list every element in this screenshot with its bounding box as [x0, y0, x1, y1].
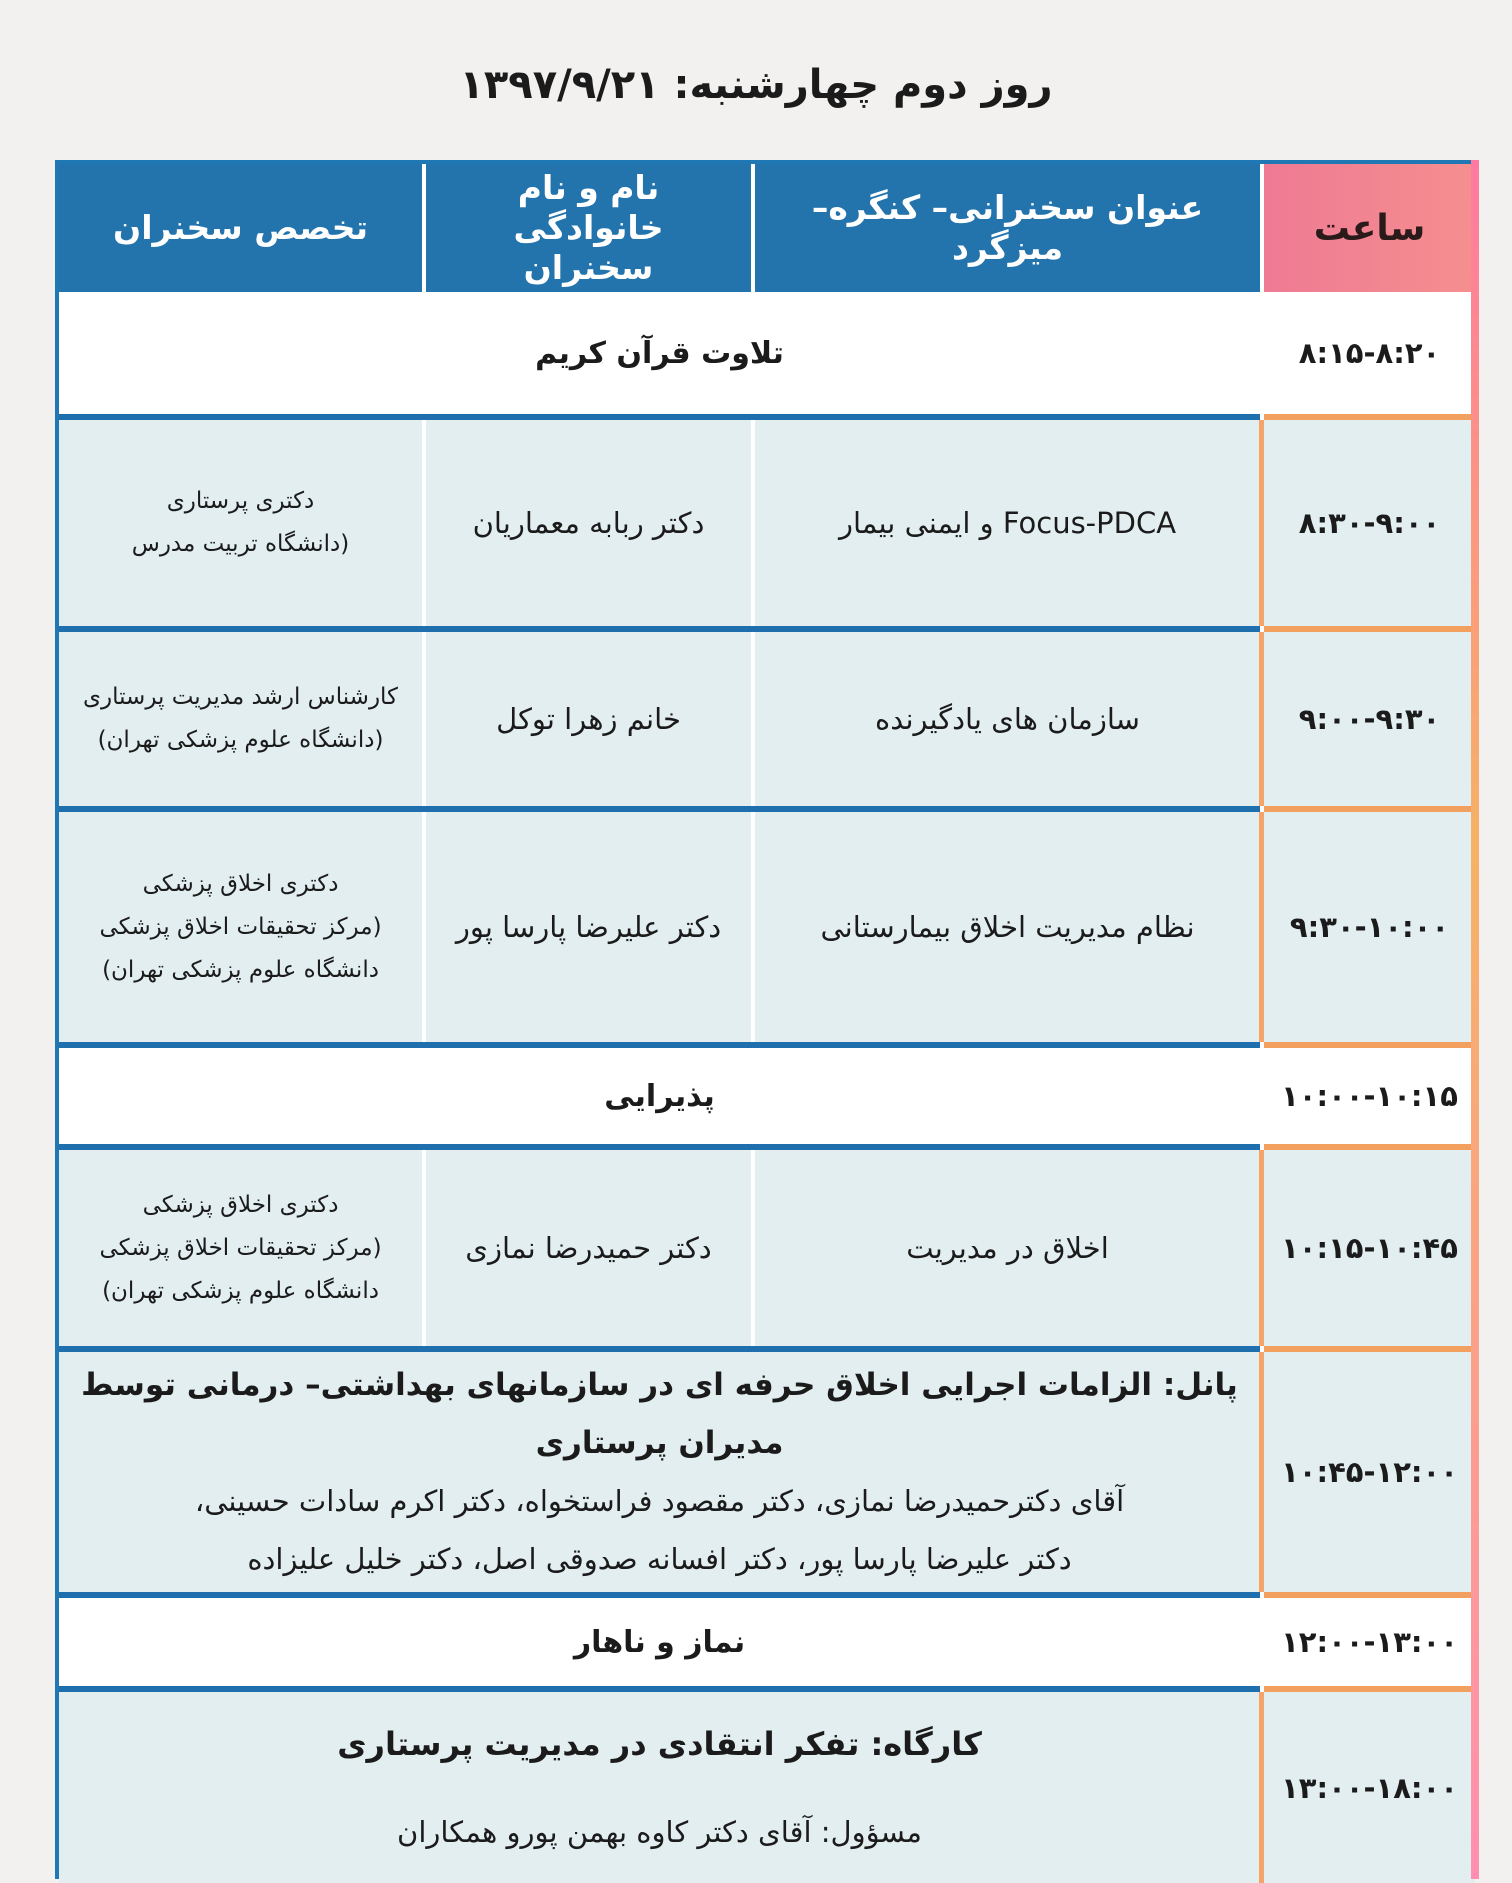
workshop-block [59, 1692, 1260, 1883]
row-lunch-time: ۱۲:۰۰-۱۳:۰۰ [1281, 1625, 1458, 1659]
row1-time: ۸:۳۰-۹:۰۰ [1264, 420, 1475, 626]
workshop-time: ۱۳:۰۰-۱۸:۰۰ [1264, 1692, 1475, 1883]
row1-specialty: دکتری پرستاری (دانشگاه تربیت مدرس [59, 420, 422, 626]
header-time: ساعت [1264, 164, 1475, 292]
row2-speaker: خانم زهرا توکل [426, 632, 751, 806]
row5-topic: اخلاق در مدیریت [755, 1150, 1260, 1346]
row-refreshment-label: پذیرایی [59, 1048, 1260, 1144]
header-specialty: تخصص سخنران [59, 164, 422, 292]
row1-topic: Focus-PDCA و ایمنی بیمار [755, 420, 1260, 626]
panel-members-line1: آقای دکترحمیدرضا نمازی، دکتر مقصود فراستخواه، دکتر اکرم سادات حسینی، [194, 1484, 1125, 1518]
row-quran-label: تلاوت قرآن کریم [59, 292, 1260, 414]
row-lunch-label: نماز و ناهار [59, 1598, 1260, 1686]
page-title: روز دوم چهارشنبه: ۱۳۹۷/۹/۲۱ [459, 62, 1053, 108]
row2-topic: سازمان های یادگیرنده [755, 632, 1260, 806]
workshop-lead: مسؤول: آقای دکتر کاوه بهمن پورو همکاران [397, 1814, 922, 1849]
row3-time: ۹:۳۰-۱۰:۰۰ [1264, 812, 1475, 1042]
row3-specialty: دکتری اخلاق پزشکی (مرکز تحقیقات اخلاق پزشکی دانشگاه علوم پزشکی تهران) [59, 812, 422, 1042]
row2-specialty: کارشناس ارشد مدیریت پرستاری (دانشگاه علوم پزشکی تهران) [59, 632, 422, 806]
panel-title: پانل: الزامات اجرایی اخلاق حرفه ای در سازمانهای بهداشتی– درمانی توسط مدیران پرستاری [81, 1367, 1238, 1461]
panel-members-line2: دکتر علیرضا پارسا پور، دکتر افسانه صدوقی اصل، دکتر خلیل علیزاده [247, 1542, 1072, 1576]
header-topic: عنوان سخنرانی– کنگره– میزگرد [755, 164, 1260, 292]
row-quran-time: ۸:۱۵-۸:۲۰ [1298, 336, 1441, 370]
schedule-table [55, 160, 1475, 1879]
table-right-edge [1471, 160, 1479, 1879]
row3-speaker: دکتر علیرضا پارسا پور [426, 812, 751, 1042]
panel-block [59, 1352, 1260, 1592]
row1-speaker: دکتر ربابه معماریان [426, 420, 751, 626]
panel-time: ۱۰:۴۵-۱۲:۰۰ [1264, 1352, 1475, 1592]
row-refreshment-time: ۱۰:۰۰-۱۰:۱۵ [1281, 1079, 1458, 1113]
row2-time: ۹:۰۰-۹:۳۰ [1264, 632, 1475, 806]
header-speaker: نام و نام خانوادگی سخنران [426, 164, 751, 292]
workshop-title: کارگاه: تفکر انتقادی در مدیریت پرستاری [337, 1724, 982, 1763]
row5-specialty: دکتری اخلاق پزشکی (مرکز تحقیقات اخلاق پزشکی دانشگاه علوم پزشکی تهران) [59, 1150, 422, 1346]
row5-time: ۱۰:۱۵-۱۰:۴۵ [1264, 1150, 1475, 1346]
row5-speaker: دکتر حمیدرضا نمازی [426, 1150, 751, 1346]
row3-topic: نظام مدیریت اخلاق بیمارستانی [755, 812, 1260, 1042]
